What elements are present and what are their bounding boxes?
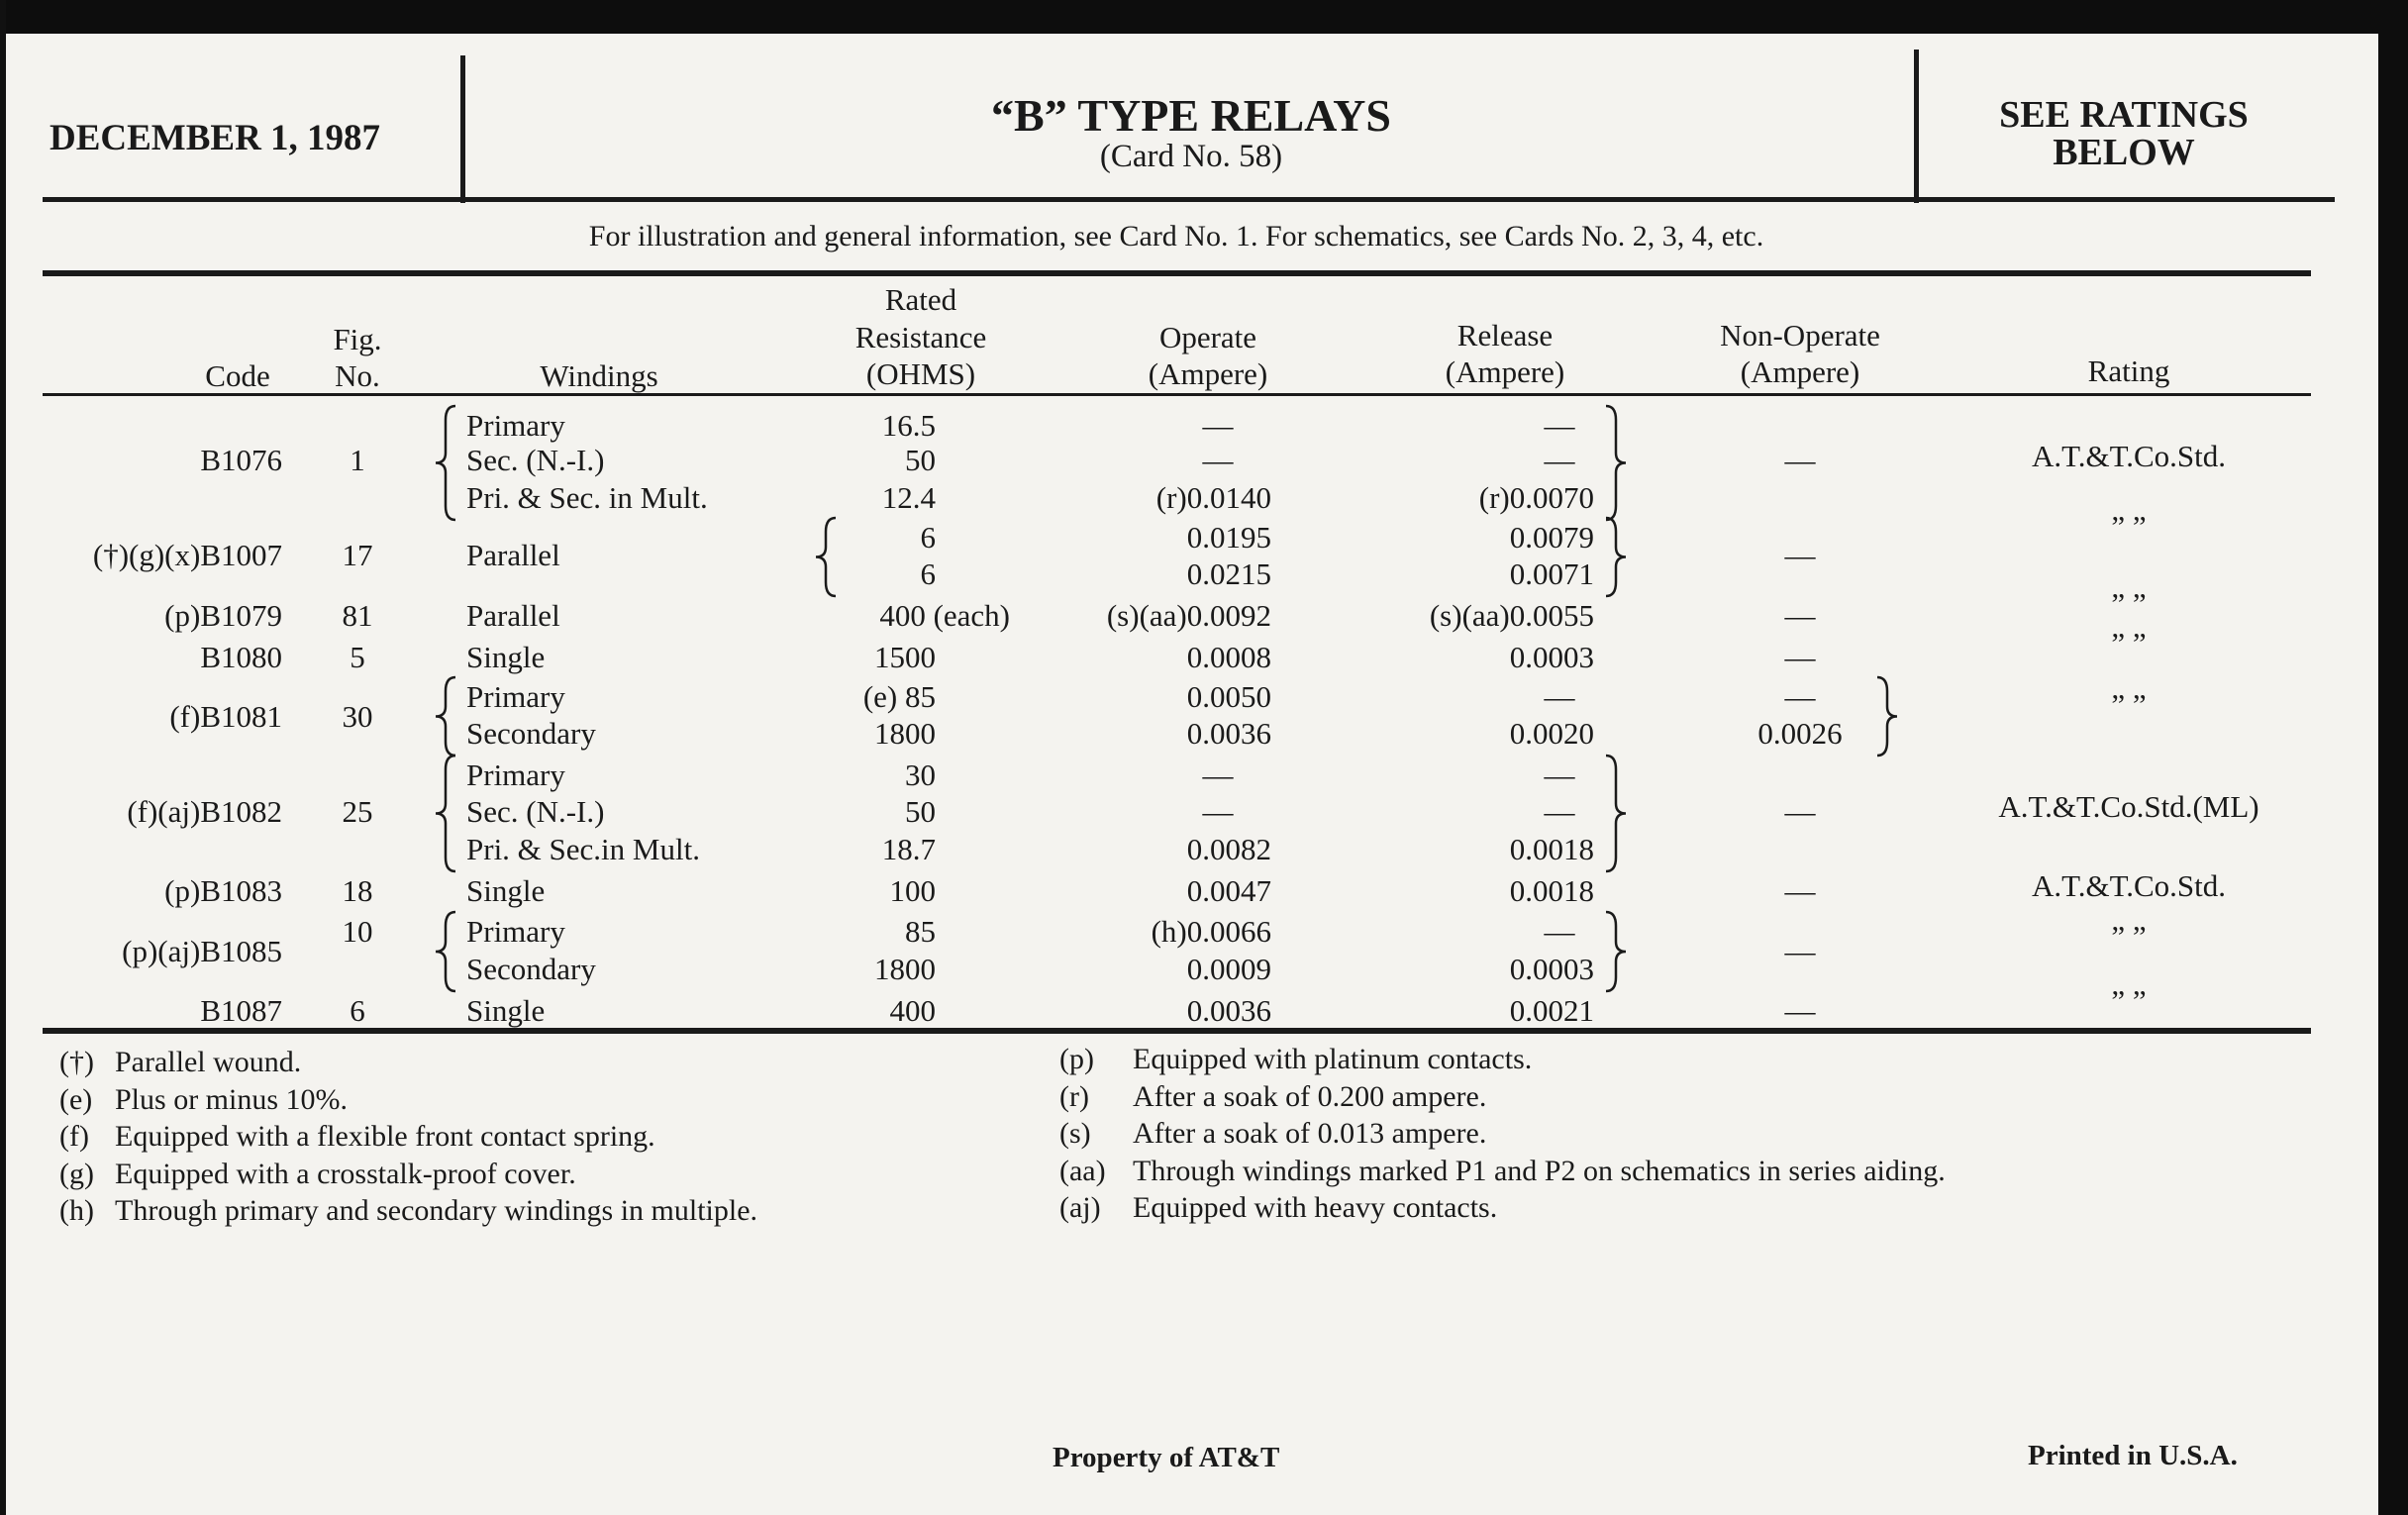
footer-printed: Printed in U.S.A.	[2028, 1440, 2238, 1471]
operate-current: 0.0009	[1186, 952, 1271, 986]
rating: ” ”	[2111, 983, 2147, 1018]
winding: Secondary	[466, 716, 596, 751]
fig-number: 25	[342, 794, 373, 829]
operate-current: 0.0195	[1186, 520, 1271, 555]
col-header-rating: Rating	[2087, 354, 2170, 388]
relay-code: B1076	[200, 443, 282, 477]
relay-code: (f)(aj)B1082	[127, 794, 282, 829]
release-current: 0.0003	[1509, 640, 1594, 674]
footnote-key: (r)	[1059, 1079, 1089, 1113]
rated-resistance: 18.7	[881, 832, 936, 866]
col-header-resistance-2: Resistance	[854, 320, 987, 354]
col-header-release-1: Release	[1456, 318, 1554, 353]
footnote	[1059, 1079, 1486, 1115]
fig-number: 1	[350, 443, 365, 477]
relay-code: (†)(g)(x)B1007	[92, 538, 282, 572]
fig-number: 5	[350, 640, 365, 674]
winding: Sec. (N.-I.)	[466, 443, 605, 477]
right-brace-icon	[1606, 756, 1626, 871]
left-brace-icon	[436, 677, 455, 756]
operate-current: 0.0036	[1186, 993, 1271, 1028]
relay-code: B1080	[200, 640, 282, 674]
release-current: (s)(aa)0.0055	[1429, 598, 1594, 633]
rated-resistance: (e) 85	[862, 679, 936, 714]
footnote-key: (aj)	[1059, 1191, 1101, 1224]
fig-number: 10	[342, 914, 373, 949]
release-current: (r)0.0070	[1478, 480, 1594, 515]
col-header-nonoperate-1: Non-Operate	[1720, 318, 1880, 353]
rated-resistance: 400 (each)	[879, 598, 1010, 633]
non-operate-current: —	[1784, 993, 1816, 1028]
release-current: —	[1544, 679, 1575, 714]
footnote-text: After a soak of 0.013 ampere.	[1133, 1117, 1487, 1150]
footnote-key: (g)	[59, 1157, 94, 1190]
col-header-fig-2: No.	[335, 358, 380, 393]
operate-current: —	[1202, 794, 1234, 829]
rating: A.T.&T.Co.Std.	[2031, 439, 2227, 473]
operate-current: (r)0.0140	[1155, 480, 1271, 515]
fig-number: 30	[342, 699, 373, 734]
operate-current: —	[1202, 408, 1234, 443]
footnote	[59, 1045, 301, 1080]
winding: Primary	[466, 408, 565, 443]
release-current: 0.0020	[1509, 716, 1594, 751]
right-brace-icon	[1877, 677, 1897, 756]
col-header-release-2: (Ampere)	[1445, 354, 1565, 389]
rating: A.T.&T.Co.Std.	[2031, 868, 2227, 903]
operate-current: 0.0036	[1186, 716, 1271, 751]
footnote-text: Equipped with a flexible front contact spring.	[115, 1120, 655, 1153]
rating: ” ”	[2111, 586, 2147, 621]
release-current: —	[1544, 443, 1575, 477]
footer-property: Property of AT&T	[1053, 1442, 1280, 1473]
col-header-operate-1: Operate	[1158, 320, 1257, 354]
right-brace-icon	[1606, 406, 1626, 520]
page-title: “B” TYPE RELAYS	[991, 90, 1391, 141]
relay-code: (p)B1079	[164, 598, 282, 633]
rating: ” ”	[2111, 919, 2147, 954]
footnote-text: Through windings marked P1 and P2 on schematics in series aiding.	[1133, 1154, 1946, 1187]
release-current: —	[1544, 794, 1575, 829]
winding: Single	[466, 640, 546, 674]
release-current: 0.0018	[1509, 832, 1594, 866]
relay-code: (p)B1083	[164, 873, 282, 908]
rated-resistance: 1800	[874, 716, 936, 751]
non-operate-current: 0.0026	[1757, 716, 1843, 751]
operate-current: 0.0008	[1186, 640, 1271, 674]
rating: A.T.&T.Co.Std.(ML)	[1998, 789, 2259, 824]
non-operate-current: —	[1784, 538, 1816, 572]
relay-code: B1087	[200, 993, 282, 1028]
operate-current: —	[1202, 443, 1234, 477]
rated-resistance: 85	[905, 914, 936, 949]
footnote	[59, 1082, 348, 1118]
col-header-fig-1: Fig.	[333, 322, 382, 356]
winding: Parallel	[466, 598, 560, 633]
left-brace-icon	[436, 756, 455, 871]
footnote	[1059, 1190, 1497, 1226]
footnote	[1059, 1116, 1486, 1152]
col-header-resistance-3: (OHMS)	[865, 356, 976, 391]
rated-resistance: 12.4	[881, 480, 936, 515]
operate-current: 0.0050	[1186, 679, 1271, 714]
col-header-windings: Windings	[540, 358, 658, 393]
rated-resistance: 100	[889, 873, 936, 908]
fig-number: 6	[350, 993, 365, 1028]
rated-resistance: 6	[920, 520, 936, 555]
left-brace-icon	[436, 406, 455, 520]
footnote-text: Equipped with platinum contacts.	[1133, 1043, 1533, 1075]
winding: Pri. & Sec.in Mult.	[466, 832, 700, 866]
winding: Primary	[466, 679, 565, 714]
fig-number: 17	[342, 538, 373, 572]
release-current: —	[1544, 758, 1575, 792]
non-operate-current: —	[1784, 934, 1816, 968]
col-header-code: Code	[205, 358, 270, 393]
footnote-key: (†)	[59, 1046, 94, 1078]
rated-resistance: 16.5	[881, 408, 936, 443]
winding: Secondary	[466, 952, 596, 986]
winding: Primary	[466, 914, 565, 949]
operate-current: —	[1202, 758, 1234, 792]
operate-current: 0.0215	[1186, 556, 1271, 591]
col-header-resistance-1: Rated	[884, 282, 957, 317]
release-current: 0.0021	[1509, 993, 1594, 1028]
rated-resistance: 30	[905, 758, 936, 792]
operate-current: (s)(aa)0.0092	[1106, 598, 1271, 633]
non-operate-current: —	[1784, 794, 1816, 829]
footnote-text: Equipped with a crosstalk-proof cover.	[115, 1157, 576, 1190]
footnote	[1059, 1154, 1946, 1189]
footnote-text: Parallel wound.	[115, 1046, 302, 1078]
operate-current: 0.0082	[1186, 832, 1271, 866]
card-date: DECEMBER 1, 1987	[50, 118, 381, 158]
non-operate-current: —	[1784, 873, 1816, 908]
left-brace-icon	[816, 518, 836, 596]
winding: Parallel	[466, 538, 560, 572]
footnote	[59, 1119, 655, 1155]
col-header-nonoperate-2: (Ampere)	[1740, 354, 1860, 389]
rating: ” ”	[2111, 509, 2147, 544]
relay-code: (p)(aj)B1085	[122, 934, 282, 968]
rating: ” ”	[2111, 626, 2147, 660]
left-brace-icon	[436, 912, 455, 991]
right-brace-icon	[1606, 912, 1626, 991]
footnote-key: (s)	[1059, 1117, 1091, 1150]
rating: ” ”	[2111, 687, 2147, 722]
non-operate-current: —	[1784, 679, 1816, 714]
card-number: (Card No. 58)	[1099, 139, 1283, 174]
ratings-note-line1: SEE RATINGS	[1999, 94, 2249, 136]
footnote	[59, 1157, 576, 1192]
non-operate-current: —	[1784, 640, 1816, 674]
release-current: —	[1544, 408, 1575, 443]
footnote-text: After a soak of 0.200 ampere.	[1133, 1079, 1487, 1113]
non-operate-current: —	[1784, 598, 1816, 633]
release-current: —	[1544, 914, 1575, 949]
footnote	[1059, 1042, 1532, 1077]
fig-number: 81	[342, 598, 373, 633]
fig-number: 18	[342, 873, 373, 908]
release-current: 0.0018	[1509, 873, 1594, 908]
footnote-key: (h)	[59, 1194, 94, 1227]
footnote	[59, 1193, 757, 1229]
winding: Pri. & Sec. in Mult.	[466, 480, 708, 515]
winding: Sec. (N.-I.)	[466, 794, 605, 829]
winding: Single	[466, 993, 546, 1028]
rated-resistance: 1500	[874, 640, 936, 674]
release-current: 0.0003	[1509, 952, 1594, 986]
col-header-operate-2: (Ampere)	[1148, 356, 1268, 391]
footnote-key: (p)	[1059, 1043, 1094, 1075]
release-current: 0.0079	[1509, 520, 1594, 555]
rated-resistance: 50	[905, 443, 936, 477]
intro-text: For illustration and general information, see Card No. 1. For schematics, see Cards No. 2, 3, 4, etc.	[588, 220, 1764, 252]
footnote-key: (f)	[59, 1120, 89, 1153]
rated-resistance: 6	[920, 556, 936, 591]
table-bottom-rule	[43, 1028, 2311, 1034]
rated-resistance: 50	[905, 794, 936, 829]
winding: Single	[466, 873, 546, 908]
right-brace-icon	[1606, 518, 1626, 596]
rated-resistance: 1800	[874, 952, 936, 986]
operate-current: (h)0.0066	[1151, 914, 1271, 949]
release-current: 0.0071	[1509, 556, 1594, 591]
footnote-text: Equipped with heavy contacts.	[1133, 1191, 1498, 1224]
non-operate-current: —	[1784, 443, 1816, 477]
operate-current: 0.0047	[1186, 873, 1271, 908]
footnote-key: (e)	[59, 1082, 93, 1116]
footnote-text: Through primary and secondary windings in multiple.	[115, 1194, 758, 1227]
footnote-text: Plus or minus 10%.	[115, 1082, 349, 1116]
winding: Primary	[466, 758, 565, 792]
relay-code: (f)B1081	[169, 699, 282, 734]
rated-resistance: 400	[889, 993, 936, 1028]
footnote-key: (aa)	[1059, 1154, 1106, 1187]
ratings-note-line2: BELOW	[2053, 132, 2195, 173]
